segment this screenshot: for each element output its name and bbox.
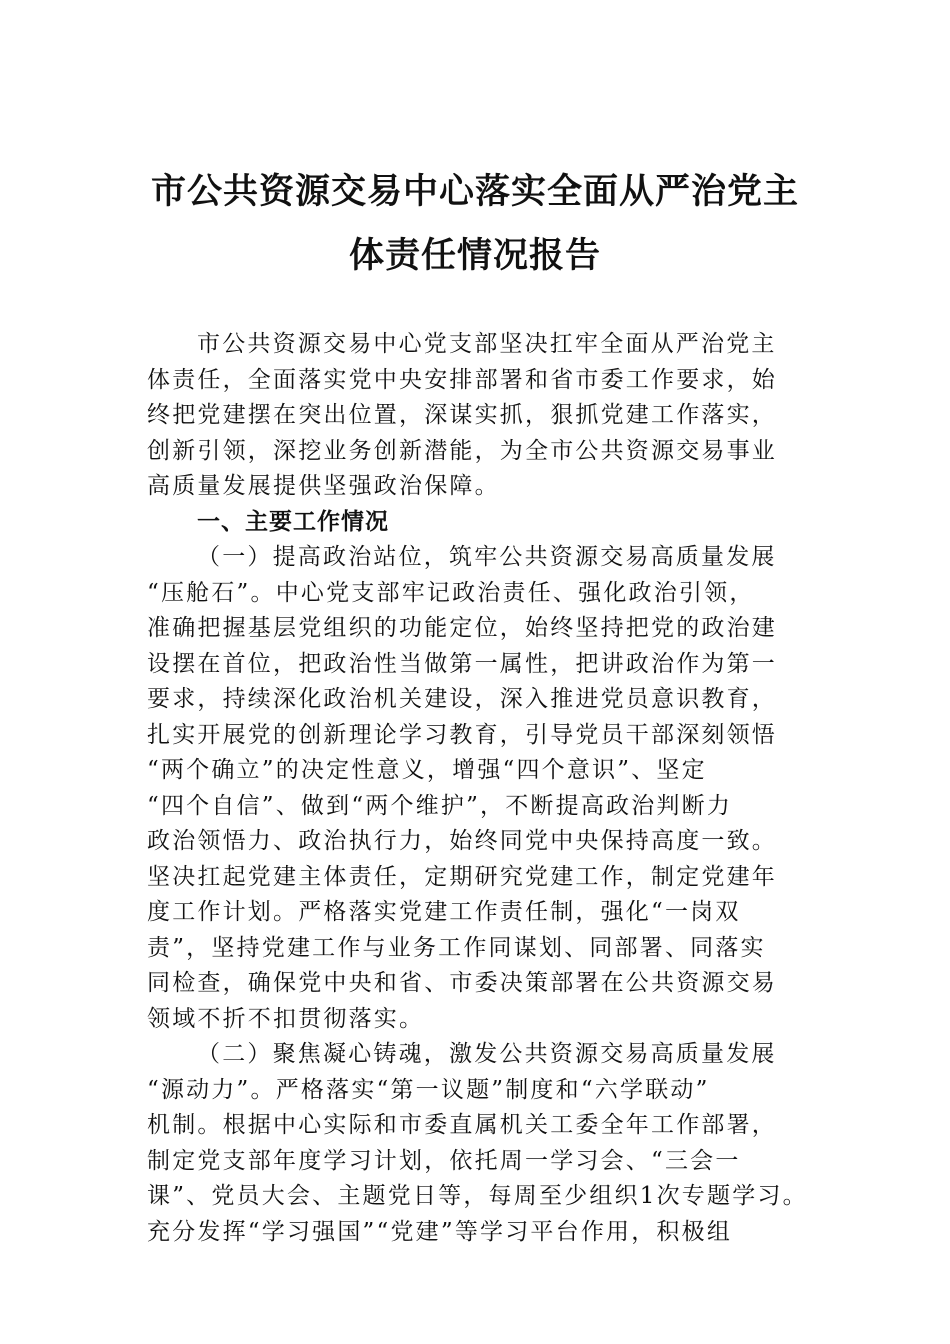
subsection-heading: （一）提高政治站位，筑牢公共资源交易高质量发展	[197, 544, 777, 570]
section-heading: 一、主要工作情况	[197, 508, 389, 535]
body-line: 充分发挥“学习强国”“党建”等学习平台作用，积极组	[147, 1218, 733, 1245]
body-line: 坚决扛起党建主体责任，定期研究党建工作，制定党建年	[147, 863, 777, 890]
body-line: 扎实开展党的创新理论学习教育，引导党员干部深刻领悟	[147, 721, 777, 748]
body-line: 创新引领，深挖业务创新潜能，为全市公共资源交易事业	[147, 437, 777, 464]
document-title-line-2: 体责任情况报告	[348, 236, 601, 276]
body-line: “压舱石”。中心党支部牢记政治责任、强化政治引领，	[147, 579, 755, 606]
body-line: 同检查，确保党中央和省、市委决策部署在公共资源交易	[147, 970, 777, 996]
body-line: 要求，持续深化政治机关建设，深入推进党员意识教育，	[147, 686, 777, 712]
body-line: “源动力”。严格落实“第一议题”制度和“六学联动”	[147, 1076, 710, 1103]
body-line: 责”，坚持党建工作与业务工作同谋划、同部署、同落实	[147, 934, 766, 961]
body-line: 机制。根据中心实际和市委直属机关工委全年工作部署，	[147, 1112, 777, 1138]
body-line: 市公共资源交易中心党支部坚决扛牢全面从严治党主	[197, 331, 777, 357]
body-line: 领域不折不扣贯彻落实。	[147, 1005, 425, 1032]
body-line: 终把党建摆在突出位置，深谋实抓，狠抓党建工作落实，	[147, 402, 777, 428]
body-line: 制定党支部年度学习计划，依托周一学习会、“三会一	[147, 1147, 741, 1174]
body-line: “两个确立”的决定性意义，增强“四个意识”、坚定	[147, 757, 707, 783]
body-line: 体责任，全面落实党中央安排部署和省市委工作要求，始	[147, 366, 777, 393]
subsection-heading: （二）聚焦凝心铸魂，激发公共资源交易高质量发展	[197, 1041, 777, 1067]
body-line: 课”、党员大会、主题党日等，每周至少组织1次专题学习。	[147, 1183, 808, 1209]
document-body	[147, 327, 807, 1250]
body-line: 度工作计划。严格落实党建工作责任制，强化“一岗双	[147, 899, 741, 925]
body-line: 准确把握基层党组织的功能定位，始终坚持把党的政治建	[147, 615, 777, 641]
body-line: “四个自信”、做到“两个维护”，不断提高政治判断力	[147, 792, 733, 819]
body-line: 高质量发展提供坚强政治保障。	[147, 473, 500, 499]
body-line: 政治领悟力、政治执行力，始终同党中央保持高度一致。	[147, 828, 777, 854]
body-line: 设摆在首位，把政治性当做第一属性，把讲政治作为第一	[147, 650, 777, 677]
document-title-line-1: 市公共资源交易中心落实全面从严治党主	[150, 172, 799, 212]
